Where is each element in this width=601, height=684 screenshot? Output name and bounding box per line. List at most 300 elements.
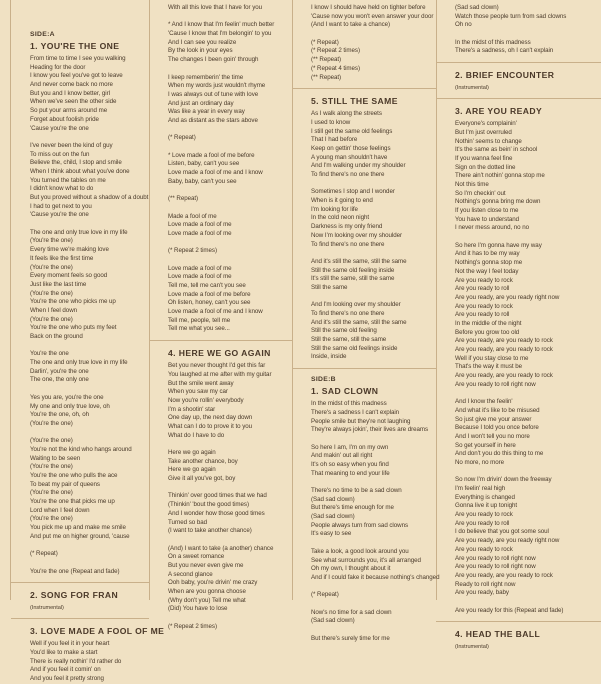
lyric-line: Are you ready for this (Repeat and fade) [455,606,564,614]
lyric-line: Are you ready, are you ready to rock [455,372,553,380]
lyric-line: Everything is changed [455,493,515,501]
lyric-line: (You're the one) [30,489,73,497]
lyric-line: Are you ready, are you ready right now [455,293,560,301]
lyric-line: In the midst of this madness [311,400,387,408]
line-gap [168,143,288,152]
lyric-line: (You're the one) [30,419,73,427]
lyric-line: (* Repeat 4 times) [311,64,360,72]
lyric-line: (** Repeat) [311,56,342,64]
lyric-line: And put me on higher ground, 'cause [30,532,130,540]
lyric-line: (* Repeat 2 times) [311,47,360,55]
lyric-line: Nothing's gonna stop me [455,259,523,267]
lyric-line: You're the one who puts my feet [30,324,117,332]
lyric-line: (Sad sad clown) [311,513,355,521]
lyric-line: Are you ready to roll [455,519,510,527]
lyric-line: I've never been the kind of guy [30,141,113,149]
lyric-line: Are you ready, are you ready to rock [455,337,553,345]
lyric-line: (* Repeat 2 times) [168,247,217,255]
lyric-line: Gonna live it up tonight [455,502,518,510]
line-gap [311,30,432,39]
lyric-line: There ain't nothin' gonna stop me [455,172,545,180]
line-gap [311,626,432,635]
lyric-line: The one, the only one [30,376,89,384]
lyric-line: (Instrumental) [455,85,489,92]
lyric-line: Nothing's gonna bring me down [455,198,541,206]
lyric-line: A second glance [168,570,213,578]
lyric-line: I didn't know what to do [30,185,94,193]
lyric-line: Love made a fool of me before [168,290,251,298]
lyric-line: I do believe that you got some soul [455,528,549,536]
lyric-line: Believe the, child, I stop and smile [30,159,122,167]
lyric-line: Still the same old feelings inside [311,344,398,352]
lyric-line: To beat my pair of queens [30,480,100,488]
divider [11,618,149,619]
lyrics-head-the-ball [455,643,597,651]
line-gap [168,440,288,449]
lyric-line: In the middle of the night [455,319,522,327]
lyric-line: Love made a fool of me and I know [168,169,263,177]
song-title-are-you-ready: 3. ARE YOU READY [455,106,543,117]
lyric-line: Every moment feels so good [30,272,108,280]
line-gap [455,389,597,398]
lyric-line: You're the one, oh, oh [30,411,90,419]
lyric-line: Are you ready to roll [455,311,510,319]
lyric-line: You pick me up and make me smile [30,524,126,532]
lyric-line: There's no time to be a sad clown [311,487,402,494]
lyric-line: Back on the ground [30,333,83,340]
lyric-line: Now's no time for a sad clown [311,608,392,616]
lyric-line: Inside, inside [311,353,347,361]
lyric-line: (Did) You have to lose [168,605,228,613]
lyric-line: You turned the tables on me [30,176,106,184]
lyric-line: And you feel it pretty strong [30,675,104,682]
lyric-line: Watch those people turn from sad clowns [455,12,567,20]
lyrics-are-you-ready [455,120,597,615]
lyric-line: See what surrounds you, it's all arranged [311,556,421,564]
lyric-line: And don't you do this thing to me [455,450,544,458]
lyric-line: And I know the feelin' [455,398,513,406]
lyric-line: Sometimes I stop and I wonder [311,188,395,196]
lyric-line: On a sweet romance [168,553,225,561]
lyric-line: 'Cause you're the one [30,211,89,219]
lyric-line: To find there's no one there [311,310,385,317]
lyric-line: You laughed at me after with my guitar [168,370,272,378]
lyrics-love-made-a-fool-of-me-cont [168,4,288,334]
lyric-line: When I feel down [30,306,78,314]
lyric-line: (Why don't you) Tell me what [168,596,246,604]
lyric-line: But you never even give me [168,561,244,569]
lyric-line: With all this love that I have for you [168,4,263,11]
lyric-line: You're the one [30,350,69,358]
lyric-line: * Love made a fool of me before [168,151,255,159]
lyric-line: When I think about what you've done [30,167,130,175]
lyric-line: So here I'm gonna have my way [455,241,542,249]
lyric-line: Still the same, still the same [311,336,387,344]
lyric-line: Love made a fool of me [168,221,232,229]
lyric-line: You're the one that picks me up [30,498,115,506]
line-gap [455,233,597,242]
lyric-line: You're the one (Repeat and fade) [30,567,120,575]
lyric-line: 'Cause I know that I'm belongin' to you [168,30,272,38]
lyric-line: To find there's no one there [311,240,385,248]
line-gap [311,293,432,302]
lyric-line: (** Repeat) [168,195,199,203]
lyric-line: Nothin' seems to change [455,137,522,145]
lyric-line: Darkness is my only friend [311,223,383,231]
lyric-line: But there's time enough for me [311,504,394,512]
column-1 [11,0,165,682]
lyric-line: When we've seen the other side [30,98,117,106]
line-gap [311,180,432,189]
lyric-line: And makin' out all right [311,452,373,460]
line-gap [455,468,597,477]
lyric-line: (Instrumental) [455,644,489,651]
lyric-line: But I'm just overruled [455,128,512,136]
lyric-line: A young man shouldn't have [311,153,388,161]
lyric-line: (You're the one) [30,515,73,523]
lyric-line: When is it going to end [311,197,373,205]
lyric-line: I'm feelin' real high [455,485,506,492]
lyric-line: Are you ready to rock [455,545,513,553]
line-gap [168,65,288,74]
lyric-line: Oh listen, honey, can't you see [168,299,251,307]
lyric-line: If you wanna feel fine [455,154,513,162]
divider [11,582,149,583]
lyric-line: I had to get next to you [30,202,92,210]
line-gap [311,478,432,487]
lyric-line: Are you ready to roll [455,285,510,293]
lyric-line: Darlin', you're the one [30,367,89,375]
lyric-line: And what it's like to be misused [455,406,540,414]
lyric-line: Are you ready to roll right now [455,563,536,571]
lyric-line: Everyone's complainin' [455,120,517,128]
lyric-line: To miss out on the fun [30,150,90,158]
lyric-line: Are you ready to rock [455,511,513,519]
lyric-line: (You're the one) [30,289,73,297]
lyric-line: Are you ready to rock [455,302,513,310]
lyric-line: And if you feel it comin' on [30,666,101,674]
line-gap [168,186,288,195]
lyric-line: And never come back no more [30,81,113,89]
lyric-line: And it's still the same, still the same [311,318,407,326]
lyrics-youre-the-one [30,55,149,576]
song-title-brief-encounter: 2. BRIEF ENCOUNTER [455,70,555,81]
lyric-line: And I can see you realize [168,38,237,46]
lyric-line: You're not the kind who hangs around [30,445,132,453]
lyrics-here-we-go-again-cont [311,4,432,82]
lyric-line: Take a look, a good look around you [311,547,409,555]
line-gap [30,559,145,568]
line-gap [168,126,288,135]
lyric-line: Every time we're making love [30,246,109,254]
lyric-line: To find there's no one there [311,171,385,178]
lyric-line: It's oh so easy when you find [311,460,389,468]
lyric-line: That's the way it must be [455,363,522,371]
column-3 [292,0,440,642]
lyric-line: Now you're rollin' everybody [168,396,244,404]
lyric-line: Still the same [311,283,348,291]
lyric-line: Ready to roll right now [455,580,516,588]
lyric-line: Tell me what you see... [168,325,230,333]
lyric-line: Keep on gettin' those feelings [311,144,391,152]
lyric-line: Sign on the dotted line [455,163,516,171]
lyric-line: Oh my own, I thought about it [311,565,391,573]
line-gap [168,239,288,248]
line-gap [168,13,288,22]
lyric-line: Still the same old feeling inside [311,266,395,274]
lyric-line: The one and only true love in my life [30,359,128,367]
lyrics-sad-clown-cont [455,4,597,56]
lyric-line: It's easy to see [311,530,352,538]
lyric-line: It's still the same, still the same [311,275,395,283]
lyric-line: There is really nothin' I'd rather do [30,657,122,665]
lyric-line: Give it all you've got, boy [168,475,236,483]
lyric-line: Yes you are, you're the one [30,393,104,401]
line-gap [311,583,432,592]
lyric-line: Here we go again [168,466,216,474]
lyric-line: Turned so bad [168,518,208,526]
lyric-line: So I'm checkin' out [455,189,506,197]
lyric-line: Thinkin' over good times that we had [168,492,267,500]
lyric-line: (* Repeat) [30,550,58,558]
lyric-line: But there's surely time for me [311,634,390,642]
lyric-line: Ooh baby, you're drivin' me crazy [168,579,258,587]
lyric-line: People always turn from sad clowns [311,521,409,529]
lyric-line: The one and only true love in my life [30,228,128,236]
lyric-line: Baby, baby, can't you see [168,177,237,185]
lyric-line: (I want to take another chance) [168,527,252,535]
lyric-line: I still get the same old feelings [311,127,393,135]
lyric-line: It feels like the first time [30,254,94,262]
lyric-line: Here we go again [168,449,216,456]
lyric-line: When my words just wouldn't rhyme [168,82,266,90]
lyric-line: Now I'm looking over my shoulder [311,231,403,239]
lyric-line: Before you grow too old [455,328,520,336]
divider [436,98,601,99]
lyric-line: People smile but they're not laughing [311,417,411,425]
line-gap [168,256,288,265]
lyric-line: I used to know [311,118,351,126]
song-title-head-the-ball: 4. HEAD THE BALL [455,629,541,640]
lyric-line: Bet you never thought I'd get this far [168,362,266,370]
lyric-line: One day up, the next day down [168,414,253,422]
lyric-line: Love made a fool of me [168,229,232,237]
line-gap [168,484,288,493]
lyric-line: (Sad sad clown) [311,495,355,503]
line-gap [30,385,145,394]
song-title-song-for-fran: 2. SONG FOR FRAN [30,590,119,601]
lyric-line: Take another chance, boy [168,457,238,465]
lyric-line: And if I could fake it because nothing's changed [311,573,440,581]
lyric-line: Because I told you once before [455,424,539,432]
lyric-line: From time to time I see you walking [30,55,126,62]
lyric-line: Still the same old feeling [311,327,377,335]
lyric-line: There's a sadness, oh I can't explain [455,47,554,55]
line-gap [455,30,597,39]
lyric-line: Forget about foolish pride [30,115,99,123]
lyric-line: It's the same as bein' in school [455,146,538,154]
lyric-line: By the look in your eyes [168,47,233,55]
lyric-line: Tell me, tell me can't you see [168,282,246,289]
lyric-line: And I wonder how those good times [168,509,265,517]
line-gap [168,614,288,623]
lyric-line: There's a sadness I can't explain [311,408,400,416]
lyric-line: * And I know that I'm feelin' much better [168,21,275,29]
divider [436,621,601,622]
lyric-line: In the cold neon night [311,214,370,222]
lyric-line: (Instrumental) [30,605,64,612]
lyric-line: And just an ordinary day [168,99,234,107]
lyric-line: So here I am, I'm on my own [311,443,389,451]
lyric-line: No more, no more [455,458,505,466]
song-title-love-made-a-fool-of-me: 3. LOVE MADE A FOOL OF ME [30,626,165,637]
lyric-line: When you saw my car [168,388,228,396]
song-title-here-we-go-again: 4. HERE WE GO AGAIN [168,348,271,359]
lyric-line: In the midst of this madness [455,38,531,46]
lyric-line: (You're the one) [30,463,73,471]
lyric-line: I'm looking for life [311,205,358,213]
lyric-line: (And) I want to take (a another) chance [168,544,274,552]
lyrics-still-the-same [311,110,432,362]
lyrics-here-we-go-again [168,362,288,631]
lyric-line: (* Repeat) [311,38,339,46]
lyric-line: My one and only true love, oh [30,402,110,410]
line-gap [30,342,145,351]
lyric-line: (* Repeat) [311,591,339,599]
lyric-line: Are you ready, are you ready to rock [455,571,553,579]
lyric-line: You'd like to make a start [30,648,98,656]
lyric-line: So just give me your answer [455,415,532,423]
lyric-line: Are you ready to roll right now [455,554,536,562]
lyric-line: Well if you feel it in your heart [30,640,110,648]
lyric-line: 'Cause you're the one [30,124,89,132]
lyric-line: And I'm walking under my shoulder [311,162,406,170]
lyric-line: I keep rememberin' the time [168,73,244,81]
lyric-line: So get yourself in here [455,441,516,449]
line-gap [30,133,145,142]
line-gap [311,539,432,548]
line-gap [455,598,597,607]
lyric-line: So now I'm drivin' down the freeway [455,476,552,484]
lyric-line: What can I do to prove it to you [168,422,253,430]
lyric-line: Love made a fool of me [168,264,232,272]
lyric-line: Lord when I feel down [30,506,90,514]
song-title-still-the-same: 5. STILL THE SAME [311,96,398,107]
lyric-line: (Thinkin' 'bout the good times) [168,501,249,509]
divider [292,88,436,89]
lyrics-song-for-fran [30,604,145,612]
lyric-line: Was like a year in every way [168,108,245,116]
lyric-line: They're always jokin', their lives are dreams [311,426,429,434]
lyric-line: You're the one who picks me up [30,298,116,306]
lyric-line: Are you ready to roll right now [455,380,536,388]
lyric-line: And I'm looking over my shoulder [311,301,401,309]
lyric-line: Not the way I feel today [455,267,519,275]
lyric-line: You have to understand [455,215,520,223]
lyric-line: Are you ready to rock [455,276,513,284]
song-title-sad-clown: 1. SAD CLOWN [311,386,379,397]
lyric-line: When are you gonna choose [168,588,246,595]
lyric-line: I was always out of tune with love [168,90,259,98]
lyric-line: (* Repeat 2 times) [168,622,217,630]
lyric-line: And it's still the same, still the same [311,257,407,265]
lyric-line: 'Cause now you won't even answer your door [311,12,434,20]
lyric-line: Waiting to be seen [30,454,81,462]
lyric-line: Oh no [455,21,472,29]
lyric-line: I know you feel you've got to leave [30,72,123,80]
lyric-line: The changes I been goin' through [168,56,259,64]
lyric-line: But the smile went away [168,379,234,387]
lyric-line: But you proved without a shadow of a doubt [30,194,149,201]
lyric-line: (** Repeat) [311,73,342,81]
lyrics-love-made-a-fool-of-me [30,640,145,683]
lyric-line: (You're the one) [30,263,73,271]
lyric-line: As I walk along the streets [311,110,382,118]
lyric-line: I know I should have held on tighter before [311,4,426,11]
lyrics-brief-encounter [455,84,597,92]
song-title-youre-the-one: 1. YOU'RE THE ONE [30,41,120,51]
line-gap [311,435,432,444]
lyric-line: (You're the one) [30,315,73,323]
lyric-line: Heading for the door [30,63,86,71]
lyrics-sad-clown [311,400,440,643]
line-gap [30,220,145,229]
lyric-line: That meaning to end your life [311,469,390,477]
lyric-line: But you and I know better, girl [30,89,110,97]
lyric-line: (Sad sad clown) [455,4,499,11]
lyric-line: Love made a fool of me and I know [168,308,263,316]
lyric-line: Are you ready, baby [455,589,509,597]
lyric-line: So put your arms around me [30,107,108,115]
lyric-line: (You're the one) [30,437,73,445]
column-2 [149,0,293,630]
lyric-line: I never mess around, no no [455,224,530,232]
lyric-line: You're the one who pulls the ace [30,472,118,479]
lyric-line: Love made a fool of me [168,273,232,281]
line-gap [311,600,432,609]
lyric-line: And I won't tell you no more [455,432,530,440]
lyric-line: And it has to be my way [455,250,520,258]
lyric-line: I'm a shootin' star [168,405,216,413]
line-gap [311,249,432,258]
lyric-line: Well if you stay close to me [455,354,529,362]
lyric-line: (You're the one) [30,237,73,245]
lyric-line: (* Repeat) [168,134,196,142]
lyric-line: (Sad sad clown) [311,617,355,625]
line-gap [168,536,288,545]
lyric-line: (And I want to take a chance) [311,21,391,29]
lyric-line: What do I have to do [168,431,225,439]
column-4 [436,0,601,651]
divider [149,340,292,341]
lyric-line: That I had before [311,136,358,144]
line-gap [30,429,145,438]
lyric-line: And as distant as the stars above [168,116,258,124]
lyric-line: Tell me, people, tell me [168,316,231,324]
lyric-line: Are you ready, are you ready right now [455,537,560,545]
lyric-line: Made a fool of me [168,212,217,220]
line-gap [30,542,145,551]
side-a-heading: SIDE:A [30,31,55,38]
lyric-line: If you listen close to me [455,207,519,214]
lyric-line: Are you ready, are you ready to rock [455,346,553,353]
lyric-line: Not this time [455,180,489,188]
side-b-heading: SIDE:B [311,376,336,384]
lyric-sheet [10,0,601,682]
lyric-line: Just like the last time [30,280,87,288]
lyric-line: Listen, baby, can't you see [168,160,240,168]
line-gap [168,204,288,213]
